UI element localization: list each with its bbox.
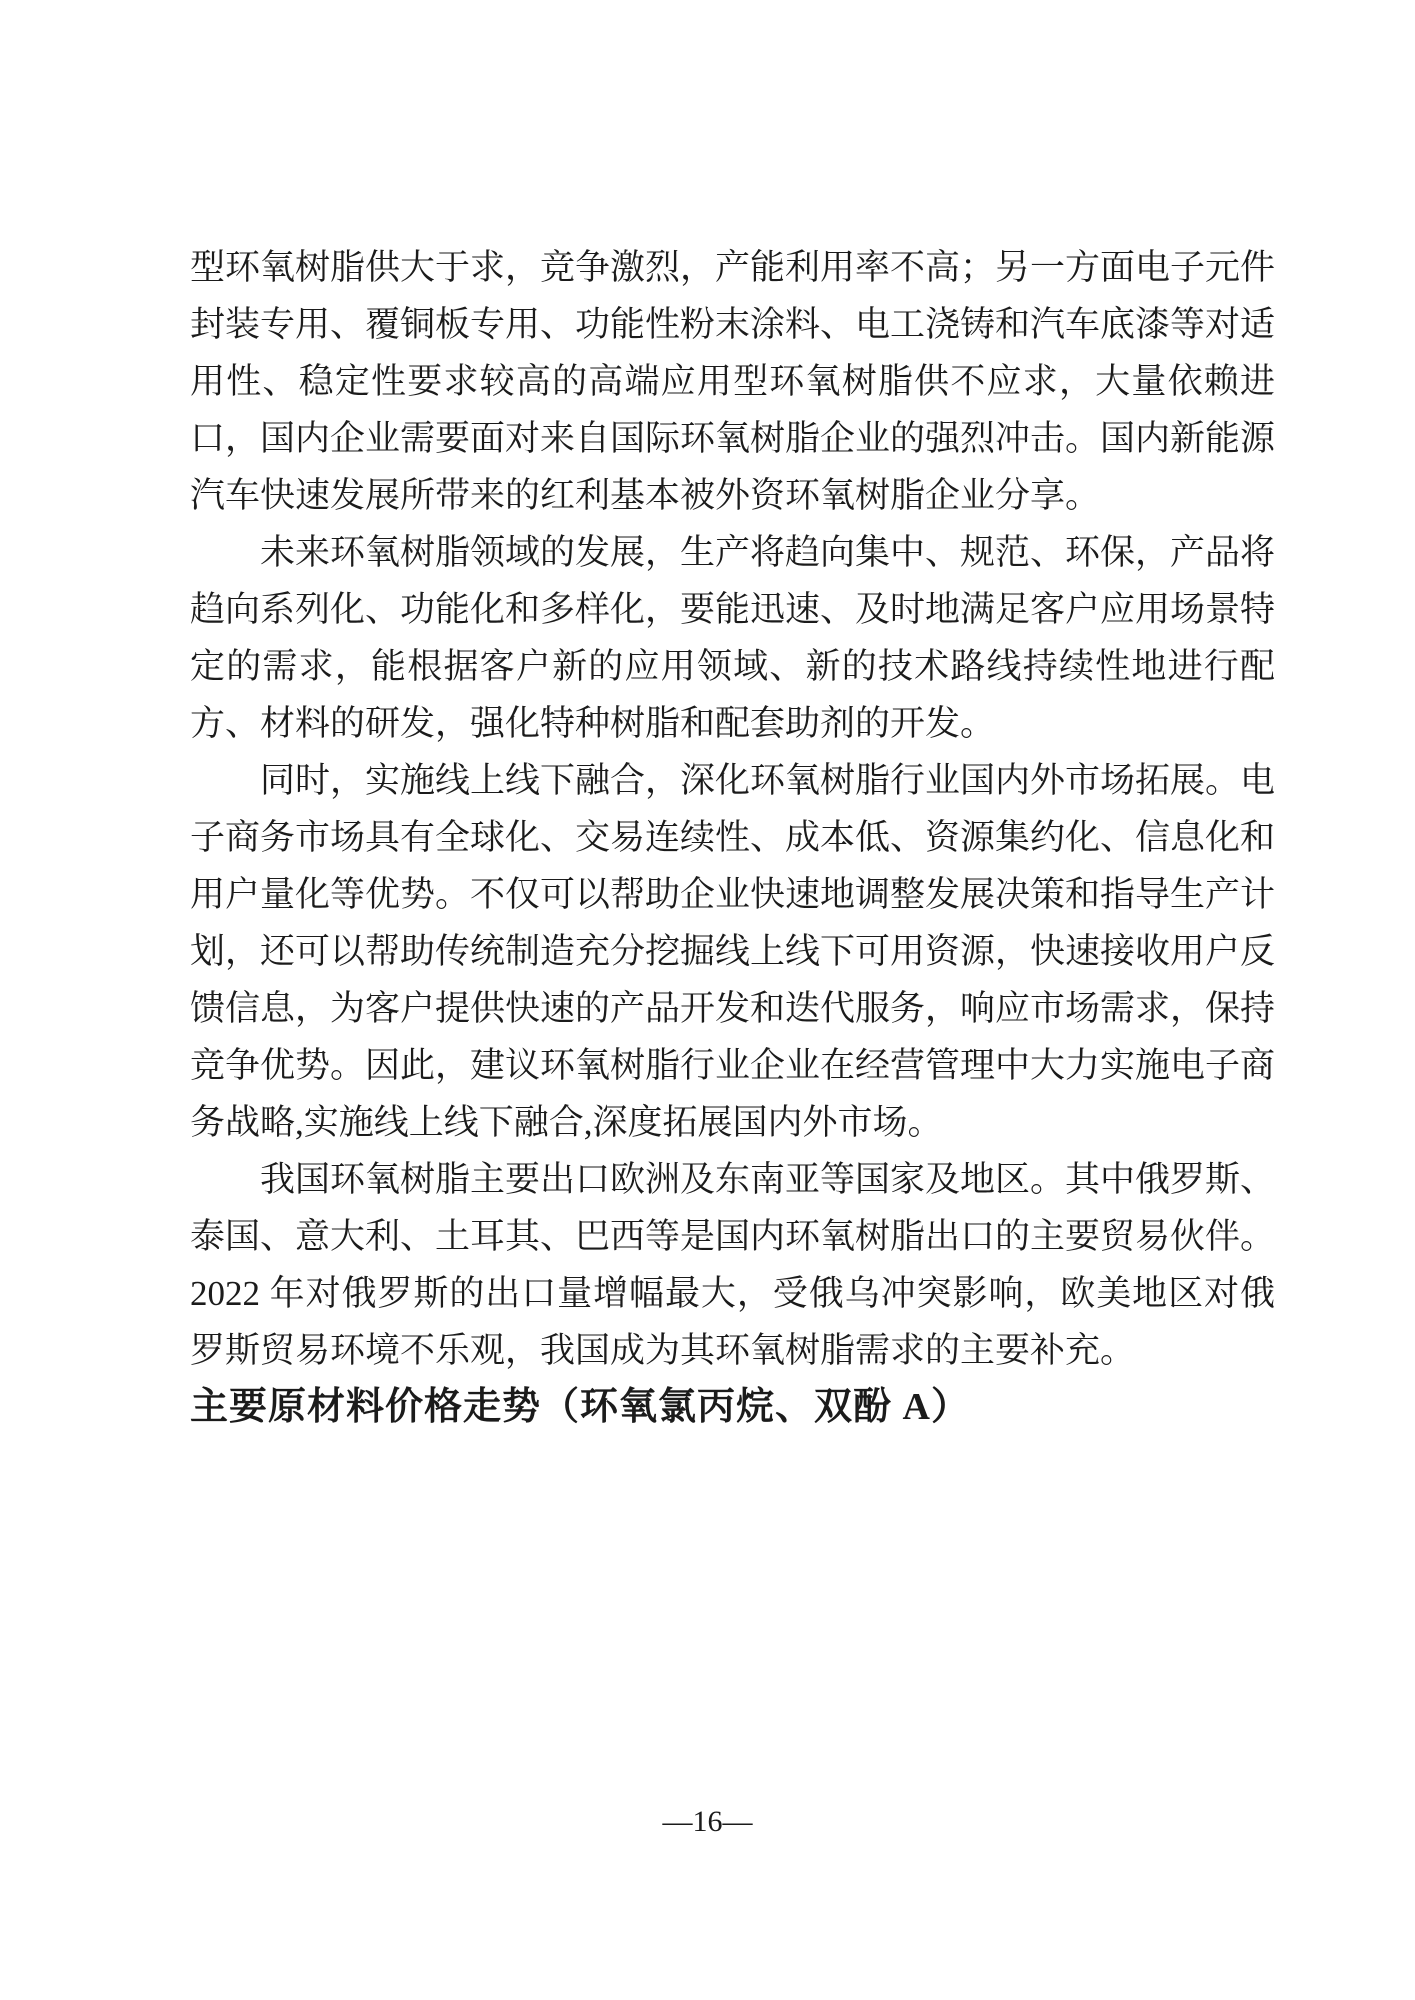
body-paragraph: 我国环氧树脂主要出口欧洲及东南亚等国家及地区。其中俄罗斯、泰国、意大利、土耳其、巴西等是国内环氧树脂出口的主要贸易伙伴。2022 年对俄罗斯的出口量增幅最大，受俄乌冲突影响，欧美地区对俄罗斯贸易环境不乐观，我国成为其环氧树脂需求的主要补充。 — [190, 1160, 1276, 1370]
body-paragraph: 同时，实施线上线下融合，深化环氧树脂行业国内外市场拓展。电子商务市场具有全球化、交易连续性、成本低、资源集约化、信息化和用户量化等优势。不仅可以帮助企业快速地调整发展决策和指导生产计划，还可以帮助传统制造充分挖掘线上线下可用资源，快速接收用户反馈信息，为客户提供快速的产品开发和迭代服务，响应市场需求，保持竞争优势。因此，建议环氧树脂行业企业在经营管理中大力实施电子商务战略,实施线上线下融合,深度拓展国内外市场。 — [190, 761, 1276, 1142]
section-heading: 主要原材料价格走势（环氧氯丙烷、双酚 A） — [190, 1386, 970, 1428]
body-paragraph: 未来环氧树脂领域的发展，生产将趋向集中、规范、环保，产品将趋向系列化、功能化和多样化，要能迅速、及时地满足客户应用场景特定的需求，能根据客户新的应用领域、新的技术路线持续性地进行配方、材料的研发，强化特种树脂和配套助剂的开发。 — [190, 533, 1276, 743]
body-paragraph: 型环氧树脂供大于求，竞争激烈，产能利用率不高；另一方面电子元件封装专用、覆铜板专用、功能性粉末涂料、电工浇铸和汽车底漆等对适用性、稳定性要求较高的高端应用型环氧树脂供不应求，大量依赖进口，国内企业需要面对来自国际环氧树脂企业的强烈冲击。国内新能源汽车快速发展所带来的红利基本被外资环氧树脂企业分享。 — [190, 248, 1276, 515]
page-number: —16— — [662, 1805, 753, 1838]
document-body — [190, 239, 1275, 1436]
